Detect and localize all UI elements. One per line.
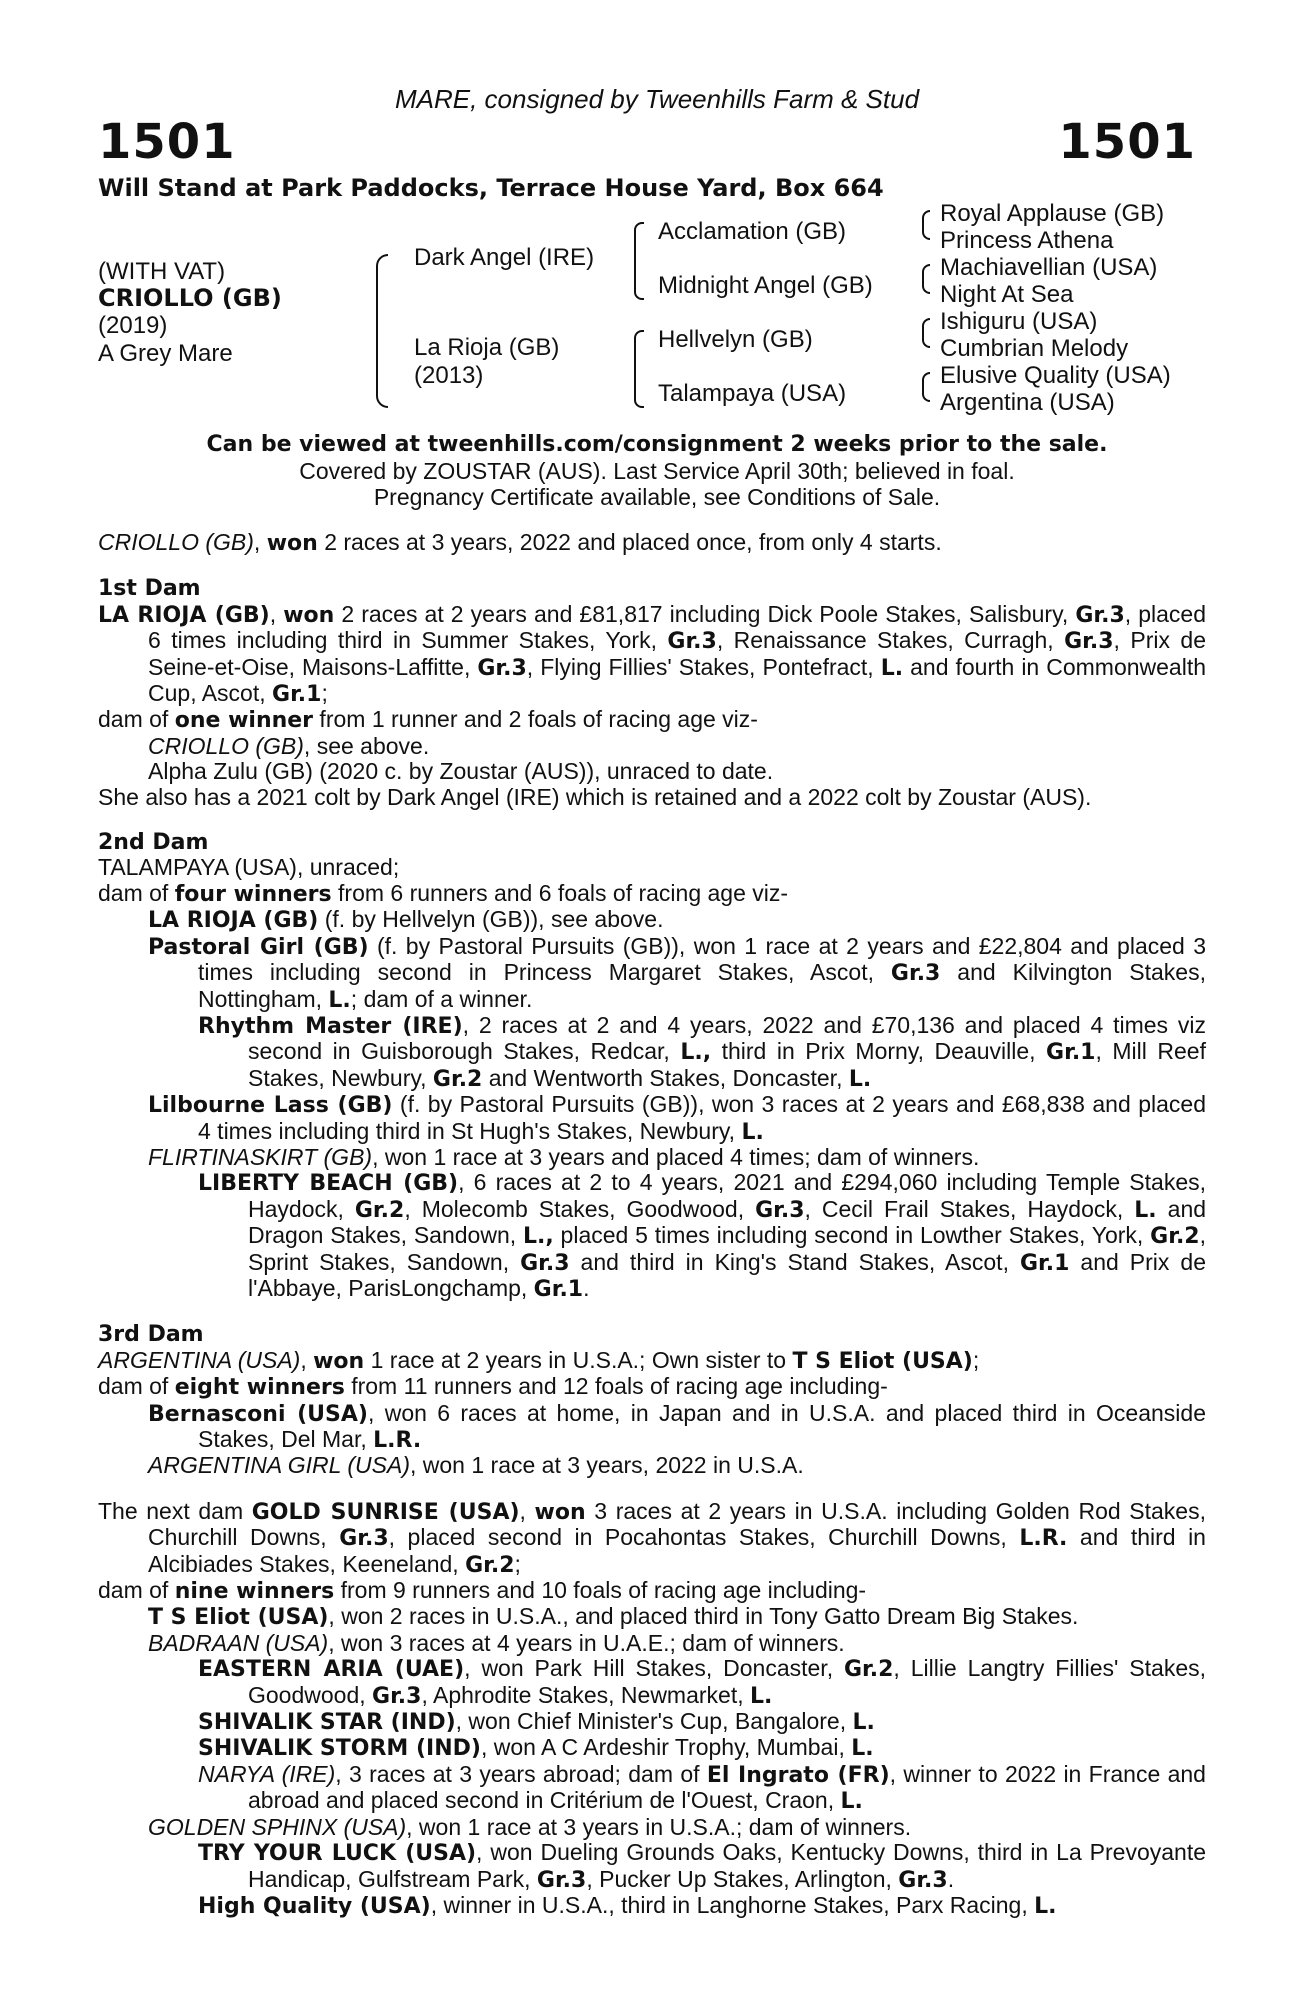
sale-notice <box>0 432 1314 510</box>
horse-year: (2019) <box>98 312 168 339</box>
covering-notice: Covered by ZOUSTAR (AUS). Last Service April 30th; believed in foal. <box>299 458 1015 484</box>
second-dam-foal-3: Lilbourne Lass (GB) (f. by Pastoral Pursuits (GB)), won 3 races at 2 years and £68,838 and placed 4 times including third in St Hugh's Stakes, Newbury, L. <box>148 1091 1206 1145</box>
dam-sire-name: Hellvelyn (GB) <box>658 326 813 353</box>
pedigree-bracket-g2 <box>922 264 930 294</box>
fourth-dam-grandfoal-6: High Quality (USA), winner in U.S.A., third in Langhorne Stakes, Parx Racing, L. <box>198 1891 1057 1919</box>
grandparent-6: Cumbrian Melody <box>940 335 1129 362</box>
fourth-dam-foal-3: GOLDEN SPHINX (USA), won 1 race at 3 years in U.S.A.; dam of winners. <box>148 1813 912 1840</box>
sire-name: Dark Angel (IRE) <box>414 244 595 271</box>
pedigree-bracket-g3 <box>922 318 930 348</box>
sire-dam-name: Midnight Angel (GB) <box>658 272 873 299</box>
pedigree-bracket-g1 <box>922 210 930 240</box>
fourth-dam-record: The next dam GOLD SUNRISE (USA), won 3 races at 2 years in U.S.A. including Golden Rod Stakes, Churchill Downs, Gr.3, placed second in Pocahontas Stakes, Churchill Downs, L.R. and third in Alcibiades Stakes, Keeneland, Gr.2; <box>98 1497 1206 1578</box>
grandparent-4: Night At Sea <box>940 281 1074 308</box>
section-gap <box>98 1479 1206 1499</box>
fourth-dam-produce-summary: dam of nine winners from 9 runners and 10 foals of racing age including- <box>98 1577 867 1605</box>
first-dam-record: LA RIOJA (GB), won 2 races at 2 years and £81,817 including Dick Poole Stakes, Salisbury, Gr.3, placed 6 times including third in Summer Stakes, York, Gr.3, Renaissance Stakes, Curragh, Gr.3, Prix de Seine-et-Oise, Maisons-Laffitte, Gr.3, Flying Fillies' Stakes, Pontefract, L. and fourth in Commonwealth Cup, Ascot, Gr.1; <box>98 600 1207 708</box>
grandparent-5: Ishiguru (USA) <box>940 308 1098 335</box>
sire-sire-name: Acclamation (GB) <box>658 218 847 245</box>
horse-description: A Grey Mare <box>98 340 233 367</box>
vat-label: (WITH VAT) <box>98 258 226 285</box>
pregnancy-notice: Pregnancy Certificate available, see Conditions of Sale. <box>373 484 941 510</box>
pedigree-bracket-g4 <box>922 372 930 402</box>
dam-name: La Rioja (GB) <box>414 334 560 361</box>
third-dam-heading: 3rd Dam <box>98 1322 204 1348</box>
horse-summary: CRIOLLO (GB), won 2 races at 3 years, 2022 and placed once, from only 4 starts. <box>98 529 942 556</box>
stand-location: Will Stand at Park Paddocks, Terrace House Yard, Box 664 <box>98 174 884 202</box>
pedigree-bracket-main <box>376 254 388 408</box>
fourth-dam-foal-2: BADRAAN (USA), won 3 races at 4 years in U.A.E.; dam of winners. <box>148 1629 845 1656</box>
fourth-dam-grandfoal-2: SHIVALIK STAR (IND), won Chief Minister's Cup, Bangalore, L. <box>198 1708 875 1736</box>
second-dam-line: TALAMPAYA (USA), unraced; <box>98 854 400 881</box>
pedigree-bracket-sire <box>634 222 644 300</box>
second-dam-grandfoal-1: Rhythm Master (IRE), 2 races at 2 and 4 years, 2022 and £70,136 and placed 4 times viz second in Guisborough Stakes, Redcar, L., third in Prix Morny, Deauville, Gr.1, Mill Reef Stakes, Newbury, Gr.2 and Wentworth Stakes, Doncaster, L. <box>198 1011 1207 1092</box>
third-dam-produce-summary: dam of eight winners from 11 runners and 12 foals of racing age including- <box>98 1373 888 1401</box>
first-dam-heading: 1st Dam <box>98 576 201 602</box>
first-dam-produce-summary: dam of one winner from 1 runner and 2 foals of racing age viz- <box>98 706 758 734</box>
lot-number-left: 1501 <box>98 114 236 170</box>
fourth-dam-foal-1: T S Eliot (USA), won 2 races in U.S.A., and placed third in Tony Gatto Dream Big Stakes. <box>148 1603 1079 1631</box>
lot-number-right: 1501 <box>1058 114 1196 170</box>
second-dam-grandfoal-2: LIBERTY BEACH (GB), 6 races at 2 to 4 years, 2021 and £294,060 including Temple Stakes, Haydock, Gr.2, Molecomb Stakes, Goodwood, Gr.3, Cecil Frail Stakes, Haydock, L. and Dragon Stakes, Sandown, L., placed 5 times including second in Lowther Stakes, York, Gr.2, Sprint Stakes, Sandown, Gr.3 and third in King's Stand Stakes, Ascot, Gr.1 and Prix de l'Abbaye, ParisLongchamp, Gr.1. <box>198 1169 1207 1302</box>
fourth-dam-grandfoal-4: NARYA (IRE), 3 races at 3 years abroad; dam of El Ingrato (FR), winner to 2022 in France and abroad and placed second in Critérium de l'Ouest, Craon, L. <box>198 1760 1206 1815</box>
first-dam-foal-2: Alpha Zulu (GB) (2020 c. by Zoustar (AUS)), unraced to date. <box>148 758 774 785</box>
grandparent-3: Machiavellian (USA) <box>940 254 1158 281</box>
viewing-notice: Can be viewed at tweenhills.com/consignment 2 weeks prior to the sale. <box>206 432 1108 457</box>
catalogue-body <box>98 530 1206 1919</box>
horse-name: CRIOLLO (GB) <box>98 284 282 312</box>
first-dam-foal-1: CRIOLLO (GB), see above. <box>148 732 430 759</box>
grandparent-2: Princess Athena <box>940 227 1114 254</box>
grandparent-1: Royal Applause (GB) <box>940 200 1165 227</box>
consignor-line: MARE, consigned by Tweenhills Farm & Stud <box>394 84 920 114</box>
fourth-dam-grandfoal-5: TRY YOUR LUCK (USA), won Dueling Grounds Oaks, Kentucky Downs, third in La Prevoyante Handicap, Gulfstream Park, Gr.3, Pucker Up Stakes, Arlington, Gr.3. <box>198 1839 1206 1893</box>
second-dam-heading: 2nd Dam <box>98 830 209 856</box>
third-dam-foal-2: ARGENTINA GIRL (USA), won 1 race at 3 years, 2022 in U.S.A. <box>148 1452 804 1479</box>
second-dam-produce-summary: dam of four winners from 6 runners and 6 foals of racing age viz- <box>98 879 789 907</box>
dam-dam-name: Talampaya (USA) <box>658 380 847 407</box>
third-dam-foal-1: Bernasconi (USA), won 6 races at home, in Japan and in U.S.A. and placed third in Oceanside Stakes, Del Mar, L.R. <box>148 1399 1206 1453</box>
fourth-dam-grandfoal-3: SHIVALIK STORM (IND), won A C Ardeshir Trophy, Mumbai, L. <box>198 1734 874 1762</box>
second-dam-foal-2: Pastoral Girl (GB) (f. by Pastoral Pursuits (GB)), won 1 race at 2 years and £22,804 and placed 3 times including second in Princess Margaret Stakes, Ascot, Gr.3 and Kilvington Stakes, Nottingham, L.; dam of a winner. <box>148 932 1206 1013</box>
pedigree-table <box>98 200 1218 422</box>
dam-year: (2013) <box>414 362 484 389</box>
grandparent-7: Elusive Quality (USA) <box>940 362 1171 389</box>
second-dam-foal-1: LA RIOJA (GB) (f. by Hellvelyn (GB)), see above. <box>148 906 664 934</box>
fourth-dam-grandfoal-1: EASTERN ARIA (UAE), won Park Hill Stakes, Doncaster, Gr.2, Lillie Langtry Fillies' Stakes, Goodwood, Gr.3, Aphrodite Stakes, Newmarket, L. <box>198 1655 1206 1709</box>
third-dam-record: ARGENTINA (USA), won 1 race at 2 years in U.S.A.; Own sister to T S Eliot (USA); <box>98 1346 980 1374</box>
first-dam-also: She also has a 2021 colt by Dark Angel (IRE) which is retained and a 2022 colt by Zoustar (AUS). <box>98 783 1092 810</box>
second-dam-foal-4: FLIRTINASKIRT (GB), won 1 race at 3 years and placed 4 times; dam of winners. <box>148 1143 980 1170</box>
pedigree-bracket-dam <box>634 330 644 408</box>
grandparent-8: Argentina (USA) <box>940 389 1115 416</box>
